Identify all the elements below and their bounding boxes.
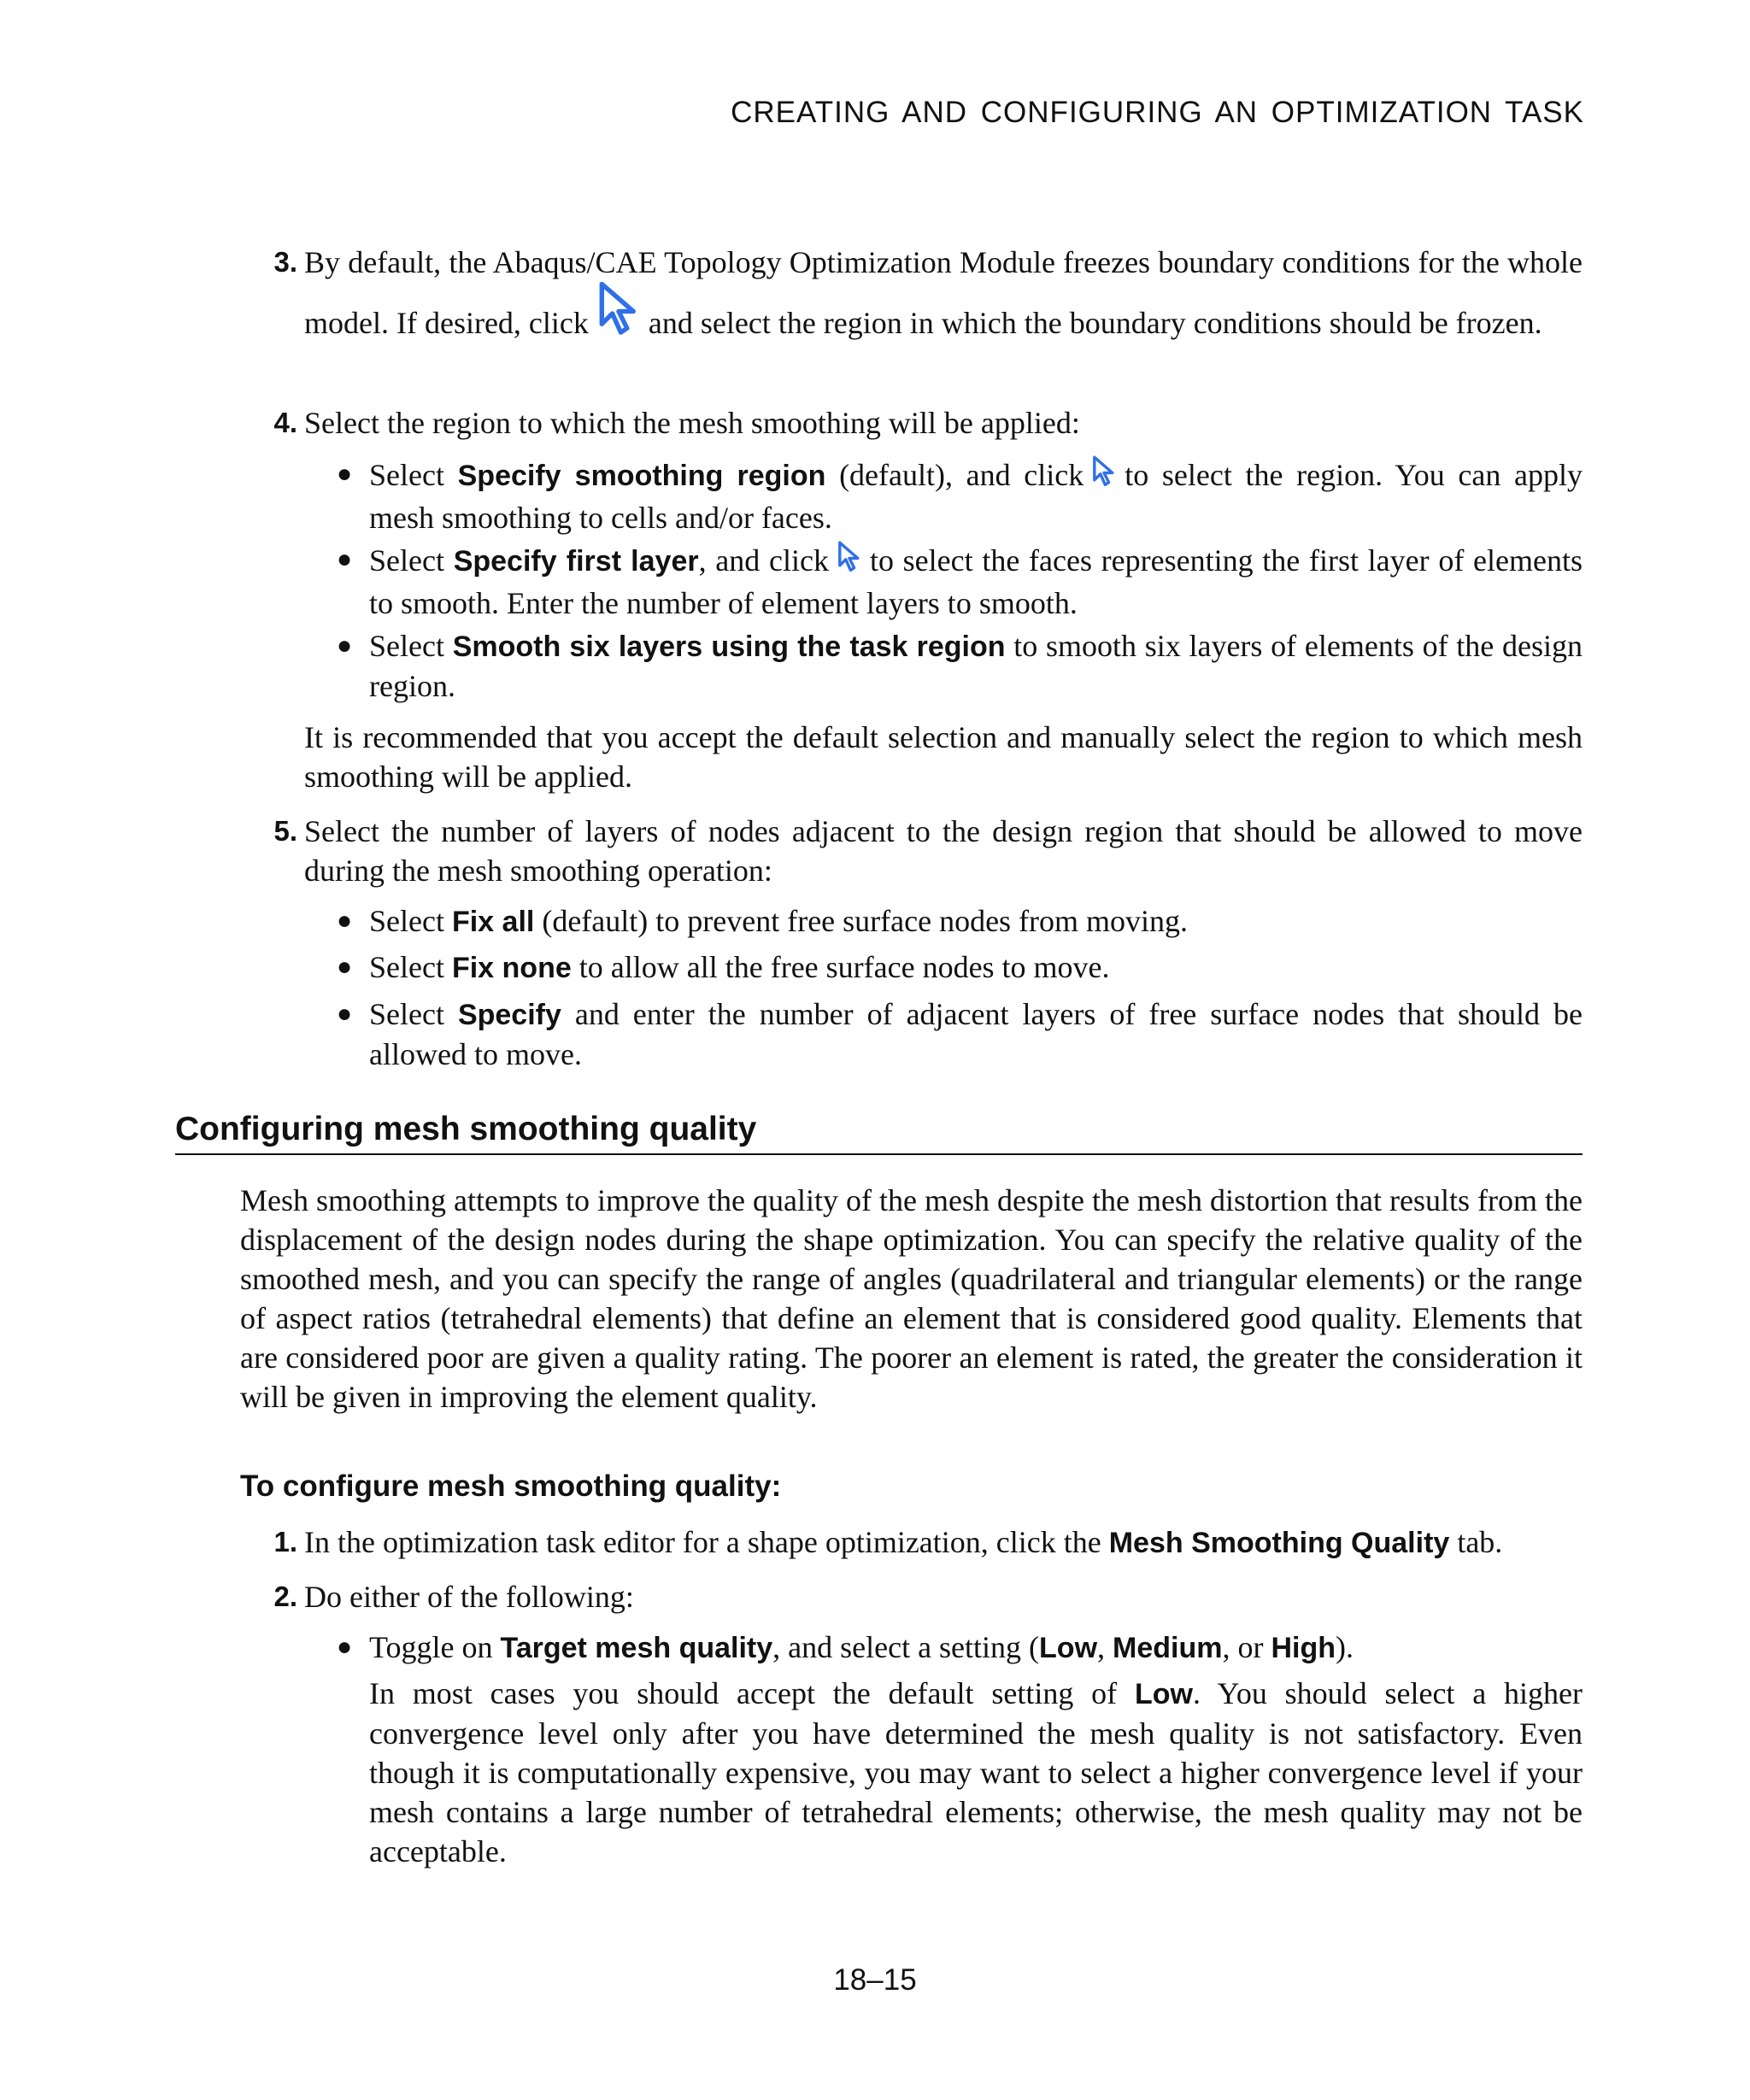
option-label: Smooth six layers using the task region: [452, 631, 1006, 663]
bullet-dot: ●: [337, 1633, 353, 1661]
bullet-text: ).: [1336, 1630, 1354, 1664]
procedure-step-2-note: [369, 1674, 1583, 1871]
option-label: Fix none: [451, 952, 572, 984]
procedure-step-1: [273, 1522, 1583, 1563]
note-text: In most cases you should accept the default setting of: [369, 1676, 1118, 1710]
bullet-text: Select: [369, 950, 444, 984]
option-label: Specify smoothing region: [457, 460, 826, 492]
bullet-specify-first-layer: [337, 540, 1583, 623]
setting-medium: Medium: [1113, 1632, 1223, 1664]
step-text: Select the region to which the mesh smoothing will be applied:: [304, 406, 1080, 440]
bullet-dot: ●: [337, 631, 353, 660]
bullet-text: (default), and click: [839, 458, 1084, 492]
setting-high: High: [1271, 1632, 1336, 1664]
step-text-continued: and select the region in which the boundary conditions should be frozen.: [648, 306, 1542, 340]
option-label: Target mesh quality: [500, 1632, 773, 1664]
bullet-text: to allow all the free surface nodes to move.: [578, 950, 1110, 984]
bullet-smooth-six-layers: [337, 626, 1583, 706]
select-cursor-icon[interactable]: [1092, 455, 1116, 498]
bullet-text: Select: [369, 458, 444, 492]
procedure-step-2: [273, 1577, 1583, 1616]
step-4: [273, 403, 1583, 443]
step-number: 1.: [273, 1526, 297, 1557]
bullet-target-mesh-quality: [337, 1628, 1583, 1668]
step-text: Select the number of layers of nodes adjacent to the design region that should be allowed to move during the mesh smoothing operation:: [304, 814, 1583, 888]
bullet-specify: [337, 994, 1583, 1074]
bullet-text: to select the region. You can apply mesh smoothing to cells and/or faces.: [369, 458, 1583, 535]
option-label: Specify: [457, 999, 561, 1031]
select-cursor-icon[interactable]: [837, 540, 861, 584]
step-text: Do either of the following:: [304, 1580, 634, 1614]
bullet-fix-all: [337, 901, 1583, 941]
step-number: 3.: [273, 246, 297, 278]
bullet-text: Select: [369, 997, 444, 1031]
bullet-text: Toggle on: [369, 1630, 493, 1664]
step-number: 4.: [273, 407, 297, 438]
bullet-text: (default) to prevent free surface nodes from moving.: [542, 904, 1189, 938]
bullet-text: to smooth six layers of elements of the design region.: [369, 629, 1583, 703]
section-divider: [175, 1153, 1583, 1155]
setting-low: Low: [1039, 1632, 1098, 1664]
bullet-text: , or: [1222, 1630, 1264, 1664]
bullet-text: ,: [1097, 1630, 1106, 1664]
bullet-text: Select: [369, 543, 444, 578]
step-text: In the optimization task editor for a shape optimization, click the: [304, 1525, 1101, 1559]
bullet-text: to select the faces representing the first layer of elements to smooth. Enter the number of element layers to smooth.: [369, 543, 1583, 620]
step-5: [273, 812, 1583, 890]
bullet-text: Select: [369, 904, 444, 938]
tab-reference: Mesh Smoothing Quality: [1108, 1527, 1450, 1559]
bullet-fix-none: [337, 947, 1583, 988]
bullet-specify-smoothing-region: [337, 455, 1583, 537]
setting-low: Low: [1134, 1678, 1193, 1710]
step-number: 2.: [273, 1581, 297, 1612]
select-cursor-icon[interactable]: [597, 282, 640, 346]
bullet-text: , and select a setting (: [772, 1630, 1040, 1664]
step-text: tab.: [1457, 1525, 1503, 1559]
option-label: Fix all: [451, 906, 535, 938]
procedure-title: To configure mesh smoothing quality:: [240, 1469, 782, 1503]
bullet-text: , and click: [698, 543, 829, 578]
bullet-text: and enter the number of adjacent layers of free surface nodes that should be allowed to move.: [369, 997, 1583, 1071]
bullet-text: Select: [369, 629, 444, 663]
bullet-dot: ●: [337, 906, 353, 935]
bullet-dot: ●: [337, 545, 353, 573]
bullet-dot: ●: [337, 460, 353, 488]
running-header: CREATING AND CONFIGURING AN OPTIMIZATION TASK: [731, 96, 1584, 129]
page-number: 18–15: [833, 1963, 917, 1997]
bullet-dot: ●: [337, 1000, 353, 1028]
step-3: [273, 243, 1583, 346]
step-4-note: It is recommended that you accept the default selection and manually select the region to which mesh smoothing will be applied.: [304, 720, 1583, 794]
section-body: Mesh smoothing attempts to improve the quality of the mesh despite the mesh distortion that results from the displacement of the design nodes during the shape optimization. You can specify the relative quality of the smoothed mesh, and you can specify the range of angles (quadrilateral and triangular elements) or the range of aspect ratios (tetrahedral elements) that define an element that is considered good quality. Elements that are considered poor are given a quality rating. The poorer an element is rated, the greater the consideration it will be given in improving the element quality.: [240, 1183, 1583, 1414]
section-title: Configuring mesh smoothing quality: [175, 1111, 757, 1147]
step-number: 5.: [273, 815, 297, 847]
step-text: By default, the Abaqus/CAE Topology Optimization Module freezes boundary conditions for the whole model. If desired, click: [304, 245, 1583, 340]
bullet-dot: ●: [337, 953, 353, 981]
note-text: . You should select a higher convergence level only after you have determined the mesh quality is not satisfactory. Even though it is computationally expensive, you may want to select a higher convergence level if your mesh contains a large number of tetrahedral elements; otherwise, the mesh quality may not be acceptable.: [369, 1676, 1583, 1868]
option-label: Specify first layer: [453, 545, 699, 578]
